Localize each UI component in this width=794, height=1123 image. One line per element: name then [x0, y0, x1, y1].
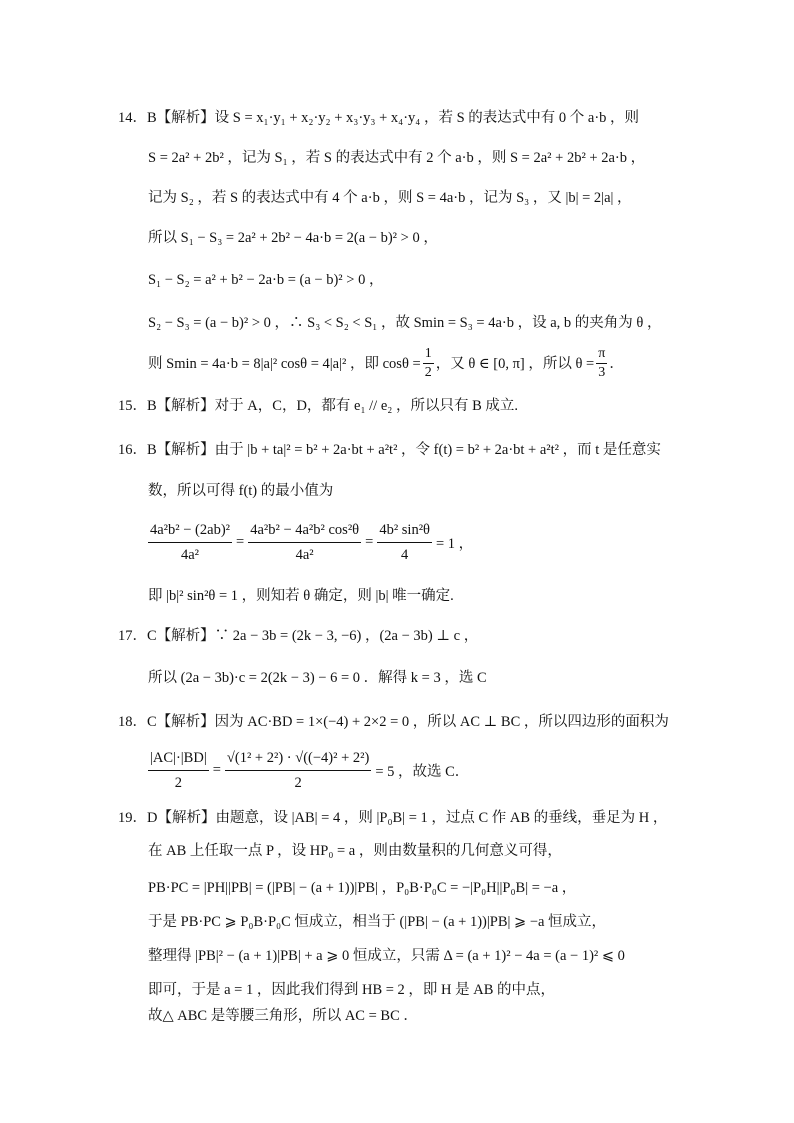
q16-frac-3-den: 4: [401, 547, 409, 563]
q14-line-7-b: ，又 θ ∈ [0, π] ，所以 θ =: [435, 355, 595, 372]
q16-frac-2: [248, 520, 361, 565]
cos-fraction: [423, 346, 434, 381]
q14-line-1: 14．B【解析】设 S = x₁·y₁ + x₂·y₂ + x₃·y₃ + x₄·y₄ ，若 S 的表达式中有 0 个 a·b ，则: [118, 110, 640, 126]
q16-line-1: 16．B【解析】由于 |b + ta|² = b² + 2a·bt + a²t² ，令 f(t) = b² + 2a·bt + a²t² ，而 t 是任意实: [118, 442, 661, 458]
q14-line-3: 记为 S₂ ，若 S 的表达式中有 4 个 a·b ，则 S = 4a·b ，记为 S₃ ，又 |b| = 2|a| ，: [148, 190, 632, 206]
q14-line-6: S₂ − S₃ = (a − b)² > 0 ，∴ S₃ < S₂ < S₁ ，故 Smin = S₃ = 4a·b ，设 a, b 的夹角为 θ ，: [148, 315, 662, 331]
theta-fraction-den: 3: [598, 365, 606, 380]
q16-line-2: 数，所以可得 f(t) 的最小值为: [148, 483, 334, 499]
q18-frac-2-den: 2: [294, 775, 302, 791]
q16-formula-tail: = 1 ，: [436, 536, 474, 552]
q14-line-2: S = 2a² + 2b² ，记为 S₁ ，若 S 的表达式中有 2 个 a·b ，则 S = 2a² + 2b² + 2a·b ，: [148, 150, 646, 166]
q18-frac-1-den: 2: [174, 775, 182, 791]
q16-frac-2-den: 4a²: [295, 547, 314, 563]
q18-formula-tail: = 5 ，故选 C．: [375, 764, 470, 780]
q19-line-5: 整理得 |PB|² − (a + 1)|PB| + a ⩾ 0 恒成立，只需 Δ = (a + 1)² − 4a = (a − 1)² ⩽ 0: [148, 948, 625, 964]
q16-line-3: 即 |b|² sin²θ = 1 ，则知若 θ 确定，则 |b| 唯一确定.: [148, 588, 454, 604]
q19-line-7: 故△ ABC 是等腰三角形，所以 AC = BC ．: [148, 1008, 418, 1024]
cos-fraction-num: 1: [423, 346, 434, 364]
q18-line-1: 18．C【解析】因为 AC·BD = 1×(−4) + 2×2 = 0 ，所以 AC ⊥ BC ，所以四边形的面积为: [118, 714, 669, 730]
q19-line-2: 在 AB 上任取一点 P ，设 HP₀ = a ，则由数量积的几何意义可得，: [148, 843, 562, 859]
equals-sign: =: [236, 534, 245, 550]
q14-line-7-a: 则 Smin = 4a·b = 8|a|² cosθ = 4|a|² ，即 cosθ =: [148, 355, 421, 372]
q16-frac-3: [377, 520, 432, 565]
q14-line-7-c: ．: [609, 355, 624, 372]
q19-line-1: 19．D【解析】由题意，设 |AB| = 4 ，则 |P₀B| = 1 ，过点 C 作 AB 的垂线，垂足为 H ，: [118, 810, 668, 826]
theta-fraction-num: π: [596, 346, 607, 364]
q17-line-1: 17．C【解析】∵ 2a − 3b = (2k − 3, −6) ，(2a − 3b) ⊥ c ，: [118, 628, 479, 644]
q18-formula: [148, 748, 469, 793]
theta-fraction: [596, 346, 607, 381]
q18-frac-1: [148, 748, 209, 793]
q15-line-1: 15．B【解析】对于 A，C，D，都有 e₁ // e₂ ，所以只有 B 成立.: [118, 398, 518, 414]
q14-line-7: [148, 346, 624, 381]
q16-frac-1-den: 4a²: [180, 547, 200, 563]
q16-frac-1: [148, 520, 232, 565]
equals-sign: =: [365, 534, 374, 550]
q16-frac-3-num: 4b² sin²θ: [377, 520, 432, 543]
q16-frac-2-num: 4a²b² − 4a²b² cos²θ: [248, 520, 361, 543]
q16-formula: [148, 520, 473, 565]
q19-line-6: 即可，于是 a = 1 ，因此我们得到 HB = 2 ，即 H 是 AB 的中点，: [148, 982, 556, 998]
q19-line-4: 于是 PB·PC ⩾ P₀B·P₀C 恒成立，相当于 (|PB| − (a + 1))|PB| ⩾ −a 恒成立，: [148, 914, 607, 930]
cos-fraction-den: 2: [424, 365, 432, 380]
q19-line-3: PB·PC = |PH||PB| = (|PB| − (a + 1))|PB| ，P₀B·P₀C = −|P₀H||P₀B| = −a ，: [148, 880, 577, 896]
q14-line-4: 所以 S₁ − S₃ = 2a² + 2b² − 4a·b = 2(a − b)² > 0 ，: [148, 230, 438, 246]
q16-frac-1-num: 4a²b² − (2ab)²: [148, 520, 232, 543]
q18-frac-2-num: √(1² + 2²) · √((−4)² + 2²): [225, 748, 371, 771]
equals-sign: =: [212, 762, 221, 778]
q18-frac-1-num: |AC|·|BD|: [148, 748, 209, 771]
q14-line-5: S₁ − S₂ = a² + b² − 2a·b = (a − b)² > 0 ，: [148, 272, 384, 288]
q17-line-2: 所以 (2a − 3b)·c = 2(2k − 3) − 6 = 0 ．解得 k = 3 ，选 C: [148, 670, 487, 686]
q18-frac-2: [225, 748, 371, 793]
